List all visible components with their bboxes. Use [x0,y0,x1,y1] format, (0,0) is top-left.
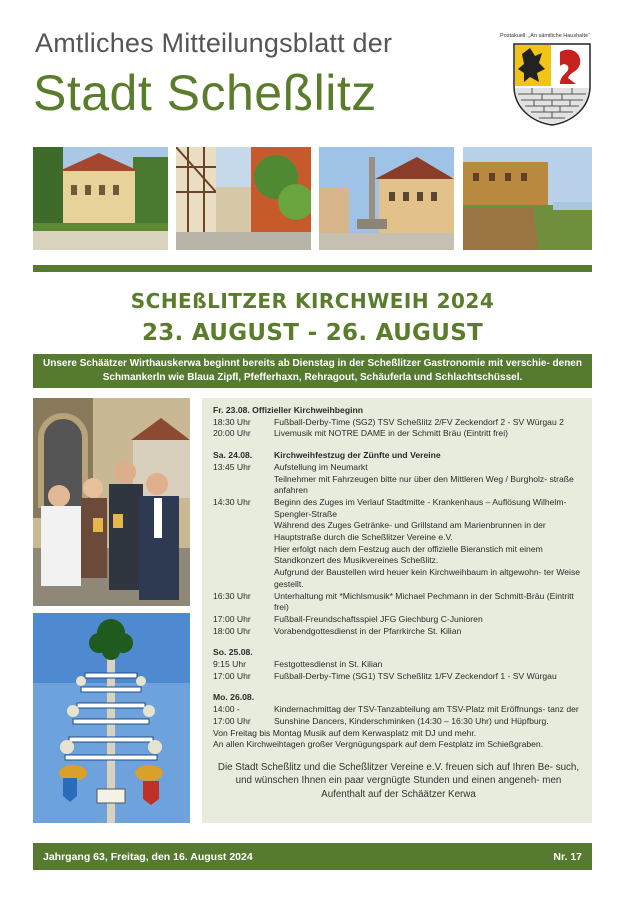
program-note: An allen Kirchweihtagen großer Vergnügungspark auf dem Festplatz im Schießgraben. [213,739,544,750]
program-note: Von Freitag bis Montag Musik auf dem Kerwasplatz mit DJ und mehr. [213,727,477,738]
photo-half-timbered-street [176,147,311,250]
program-row: 17:00 Uhr Fußball-Derby-Time (SG1) TSV Scheßlitz 1/FV Zeckendorf 1 - SV Würgau [213,670,557,681]
masthead-title: Stadt Scheßlitz [33,65,377,121]
event-dates: 23. AUGUST - 26. AUGUST [141,320,484,346]
intro-banner: Unsere Schäätzer Wirthauskerwa beginnt bereits ab Dienstag in der Scheßlitzer Gastronomie mit verschie- denen Schmankerln wie Blaua Zipfl, Pfefferhaxn, Rehragout, Schäuferla und Schlachtschüssel. [33,354,592,388]
program-row: 17:00 Uhr Fußball-Freundschaftsspiel JFG Giechburg C-Junioren [213,613,483,624]
photo-city-wall [463,147,592,250]
day-heading-friday: Fr. 23.08. Offizieller Kirchweihbeginn [213,405,363,415]
program-box [202,398,592,823]
event-title: SCHEßLITZER KIRCHWEIH 2024 [130,289,495,313]
photo-castle-garden [33,147,168,250]
program-row: 18:00 Uhr Vorabendgottesdienst in der Pfarrkirche St. Kilian [213,625,462,636]
footer-bar [33,843,592,870]
program-row: 16:30 Uhr Unterhaltung mit *Michlsmusik* Michael Pechmann in der Schmitt-Bräu (Eintritt frei) [213,590,574,613]
photo-maypole [33,613,190,823]
program-row: 20:00 Uhr Livemusik mit NOTRE DAME in der Schmitt Bräu (Eintritt frei) [213,428,508,439]
issue-number: Nr. 17 [553,850,582,863]
divider-bar [33,265,592,272]
day-heading-sunday: So. 25.08. [213,647,253,658]
photo-market-fountain [319,147,454,250]
day-heading-saturday: Sa. 24.08. Kirchweihfestzug der Zünfte und Vereine [213,450,441,461]
closing-message: Die Stadt Scheßlitz und die Scheßlitzer Vereine e.V. freuen sich auf Ihren Be- such, und wünschen Ihnen ein paar vergnügte Stunden und einen angeneh- men Aufenthalt auf der Schäätzer Kerwa [217,761,580,800]
program-row: 14:30 Uhr Beginn des Zuges im Verlauf Stadtmitte - Krankenhaus – Auflösung Wilhelm-Spengler-Straße [213,496,567,519]
coat-of-arms-icon [512,42,592,126]
day-heading-monday: Mo. 26.08. [213,692,255,703]
program-row: Während des Zuges Getränke- und Grillstand am Marienbrunnen in der Hauptstraße durch die Scheßlitzer Vereine e.V. [274,520,546,543]
issue-info: Jahrgang 63, Freitag, den 16. August 2024 [43,850,253,863]
program-row: 14:00 - 17:00 Uhr Kindernachmittag der TSV-Tanzabteilung am TSV-Platz mit Eröffnungs- tanz der Sunshine Dancers, Kinderschminken (14:30 – 16:30 Uhr) und Hüpfburg. [213,704,579,726]
postal-note: Postakuell: „An sämtliche Haushalte“ [500,33,590,39]
program-row: Aufgrund der Baustellen wird heuer kein Kirchweihbaum in altgewohn- ter Weise gestellt. [274,567,581,589]
program-row: Teilnehmer mit Fahrzeugen bitte nur über den Mittleren Weg / Burgholz- straße anfahren [274,473,574,496]
program-row: 13:45 Uhr Aufstellung im Neumarkt [213,461,368,472]
program-row: 9:15 Uhr Festgottesdienst in St. Kilian [213,659,383,670]
program-row: 18:30 Uhr Fußball-Derby-Time (SG2) TSV Scheßlitz 2/FV Zeckendorf 2 - SV Würgau 2 [213,416,564,427]
program-row: Hier erfolgt nach dem Festzug auch der offizielle Bieranstich mit einem Standkonzert des Musikvereines Scheßlitz. [274,543,543,566]
photo-beer-tapping [33,398,190,606]
masthead-line1: Amtliches Mitteilungsblatt der [35,28,393,58]
